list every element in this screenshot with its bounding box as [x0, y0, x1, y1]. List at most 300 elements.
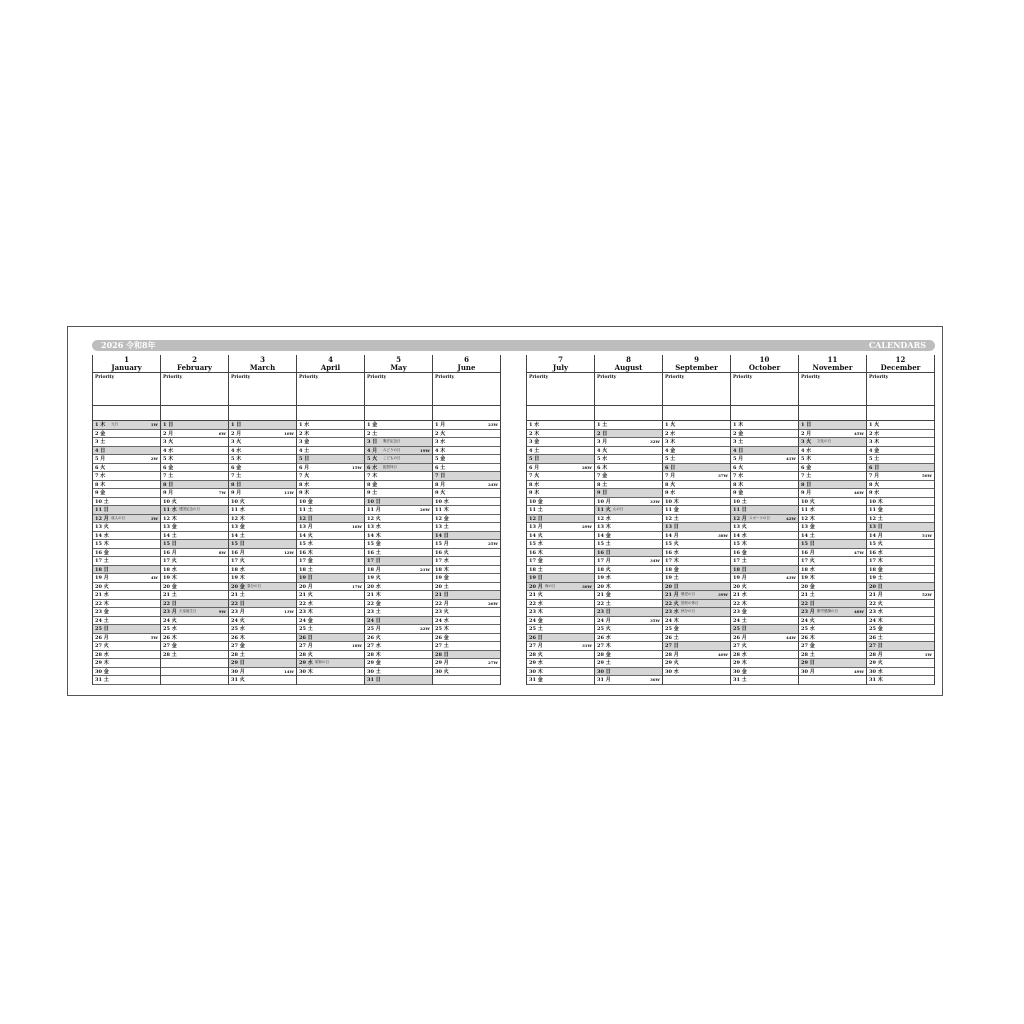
day-row[interactable] [93, 583, 160, 592]
day-row[interactable] [867, 574, 934, 583]
day-row[interactable] [867, 455, 934, 464]
day-row[interactable] [93, 489, 160, 498]
day-row[interactable] [93, 506, 160, 515]
day-row[interactable] [595, 506, 662, 515]
day-row[interactable] [867, 430, 934, 439]
day-row[interactable] [595, 421, 662, 430]
day-row[interactable] [595, 583, 662, 592]
day-row[interactable] [527, 489, 594, 498]
day-row[interactable] [731, 566, 798, 575]
day-row[interactable] [527, 481, 594, 490]
day-row[interactable] [365, 540, 432, 549]
priority-area[interactable]: Priority [433, 373, 500, 406]
day-row[interactable] [365, 625, 432, 634]
day-row[interactable] [297, 549, 364, 558]
day-row[interactable] [297, 523, 364, 532]
day-row[interactable] [161, 532, 228, 541]
day-row[interactable] [297, 455, 364, 464]
notes-gap[interactable] [867, 406, 934, 421]
day-row[interactable] [731, 506, 798, 515]
day-row[interactable] [799, 430, 866, 439]
day-row[interactable] [799, 421, 866, 430]
day-row[interactable] [595, 438, 662, 447]
day-row[interactable] [799, 481, 866, 490]
day-row[interactable] [229, 447, 296, 456]
day-row[interactable] [93, 421, 160, 430]
day-row[interactable] [297, 634, 364, 643]
day-row[interactable] [527, 600, 594, 609]
day-row[interactable] [297, 506, 364, 515]
day-row[interactable] [229, 489, 296, 498]
day-row[interactable] [799, 625, 866, 634]
day-row[interactable] [731, 617, 798, 626]
day-row[interactable] [365, 523, 432, 532]
day-row[interactable] [433, 574, 500, 583]
day-row[interactable] [229, 498, 296, 507]
day-row[interactable] [799, 574, 866, 583]
day-row[interactable] [867, 540, 934, 549]
day-row[interactable] [365, 659, 432, 668]
day-row[interactable] [365, 608, 432, 617]
day-row[interactable] [595, 557, 662, 566]
day-row[interactable] [867, 532, 934, 541]
day-row[interactable] [365, 455, 432, 464]
day-row[interactable] [663, 659, 730, 668]
day-row[interactable] [799, 608, 866, 617]
day-row[interactable] [365, 557, 432, 566]
day-row[interactable] [731, 430, 798, 439]
day-row[interactable] [297, 438, 364, 447]
day-row[interactable] [663, 455, 730, 464]
day-row[interactable] [867, 464, 934, 473]
day-row[interactable] [527, 523, 594, 532]
day-row[interactable] [595, 668, 662, 677]
day-row[interactable] [663, 651, 730, 660]
notes-gap[interactable] [527, 406, 594, 421]
day-row[interactable] [595, 549, 662, 558]
day-row[interactable] [297, 600, 364, 609]
day-row[interactable] [731, 481, 798, 490]
day-row[interactable] [433, 447, 500, 456]
day-row[interactable] [527, 515, 594, 524]
day-row[interactable] [595, 489, 662, 498]
day-row[interactable] [161, 574, 228, 583]
day-row[interactable] [433, 583, 500, 592]
day-row[interactable] [663, 421, 730, 430]
priority-area[interactable]: Priority [93, 373, 160, 406]
day-row[interactable] [731, 574, 798, 583]
day-row[interactable] [663, 481, 730, 490]
day-row[interactable] [229, 540, 296, 549]
day-row[interactable] [867, 608, 934, 617]
day-row[interactable] [663, 438, 730, 447]
day-row[interactable] [663, 668, 730, 677]
day-row[interactable] [229, 481, 296, 490]
day-row[interactable] [731, 676, 798, 685]
day-row[interactable] [527, 421, 594, 430]
day-row[interactable] [433, 532, 500, 541]
day-row[interactable] [433, 625, 500, 634]
day-row[interactable] [867, 566, 934, 575]
day-row[interactable] [365, 634, 432, 643]
day-row[interactable] [663, 634, 730, 643]
notes-gap[interactable] [731, 406, 798, 421]
day-row[interactable] [663, 557, 730, 566]
day-row[interactable] [297, 532, 364, 541]
day-row[interactable] [297, 591, 364, 600]
day-row[interactable] [663, 583, 730, 592]
day-row[interactable] [229, 515, 296, 524]
day-row[interactable] [731, 438, 798, 447]
day-row[interactable] [365, 532, 432, 541]
day-row[interactable] [867, 617, 934, 626]
day-row[interactable] [867, 447, 934, 456]
day-row[interactable] [527, 625, 594, 634]
day-row[interactable] [433, 608, 500, 617]
day-row[interactable] [527, 668, 594, 677]
day-row[interactable] [799, 464, 866, 473]
day-row[interactable] [161, 430, 228, 439]
notes-gap[interactable] [799, 406, 866, 421]
day-row[interactable] [433, 668, 500, 677]
day-row[interactable] [663, 574, 730, 583]
day-row[interactable] [867, 472, 934, 481]
day-row[interactable] [161, 481, 228, 490]
day-row[interactable] [595, 430, 662, 439]
notes-gap[interactable] [365, 406, 432, 421]
day-row[interactable] [365, 668, 432, 677]
day-row[interactable] [527, 549, 594, 558]
day-row[interactable] [161, 472, 228, 481]
day-row[interactable] [867, 498, 934, 507]
day-row[interactable] [93, 430, 160, 439]
day-row[interactable] [799, 617, 866, 626]
day-row[interactable] [663, 600, 730, 609]
day-row[interactable] [93, 481, 160, 490]
day-row[interactable] [365, 574, 432, 583]
day-row[interactable] [867, 651, 934, 660]
day-row[interactable] [161, 583, 228, 592]
day-row[interactable] [297, 557, 364, 566]
day-row[interactable] [595, 515, 662, 524]
day-row[interactable] [93, 498, 160, 507]
day-row[interactable] [229, 617, 296, 626]
day-row[interactable] [527, 506, 594, 515]
day-row[interactable] [595, 608, 662, 617]
day-row[interactable] [595, 481, 662, 490]
day-row[interactable] [229, 549, 296, 558]
day-row[interactable] [229, 430, 296, 439]
day-row[interactable] [229, 523, 296, 532]
day-row[interactable] [731, 549, 798, 558]
day-row[interactable] [663, 625, 730, 634]
day-row[interactable] [527, 464, 594, 473]
day-row[interactable] [731, 634, 798, 643]
day-row[interactable] [663, 430, 730, 439]
day-row[interactable] [731, 583, 798, 592]
day-row[interactable] [731, 659, 798, 668]
day-row[interactable] [527, 540, 594, 549]
day-row[interactable] [867, 489, 934, 498]
day-row[interactable] [93, 566, 160, 575]
priority-area[interactable]: Priority [365, 373, 432, 406]
day-row[interactable] [93, 591, 160, 600]
day-row[interactable] [433, 430, 500, 439]
day-row[interactable] [297, 608, 364, 617]
day-row[interactable] [297, 659, 364, 668]
day-row[interactable] [93, 642, 160, 651]
day-row[interactable] [229, 651, 296, 660]
day-row[interactable] [527, 651, 594, 660]
day-row[interactable] [867, 481, 934, 490]
day-row[interactable] [297, 583, 364, 592]
day-row[interactable] [527, 617, 594, 626]
day-row[interactable] [527, 472, 594, 481]
day-row[interactable] [161, 515, 228, 524]
priority-area[interactable]: Priority [867, 373, 934, 406]
notes-gap[interactable] [595, 406, 662, 421]
day-row[interactable] [365, 600, 432, 609]
day-row[interactable] [93, 608, 160, 617]
day-row[interactable] [161, 608, 228, 617]
day-row[interactable] [595, 676, 662, 685]
notes-gap[interactable] [161, 406, 228, 421]
day-row[interactable] [93, 438, 160, 447]
day-row[interactable] [663, 532, 730, 541]
day-row[interactable] [161, 600, 228, 609]
day-row[interactable] [731, 651, 798, 660]
day-row[interactable] [663, 447, 730, 456]
day-row[interactable] [365, 430, 432, 439]
day-row[interactable] [799, 549, 866, 558]
day-row[interactable] [365, 421, 432, 430]
day-row[interactable] [229, 438, 296, 447]
day-row[interactable] [731, 523, 798, 532]
day-row[interactable] [365, 489, 432, 498]
day-row[interactable] [731, 464, 798, 473]
day-row[interactable] [799, 642, 866, 651]
day-row[interactable] [595, 566, 662, 575]
day-row[interactable] [731, 489, 798, 498]
day-row[interactable] [867, 642, 934, 651]
priority-area[interactable]: Priority [297, 373, 364, 406]
day-row[interactable] [161, 617, 228, 626]
day-row[interactable] [731, 600, 798, 609]
day-row[interactable] [663, 472, 730, 481]
notes-gap[interactable] [663, 406, 730, 421]
day-row[interactable] [595, 591, 662, 600]
day-row[interactable] [731, 532, 798, 541]
day-row[interactable] [663, 489, 730, 498]
day-row[interactable] [663, 523, 730, 532]
day-row[interactable] [663, 464, 730, 473]
day-row[interactable] [433, 472, 500, 481]
day-row[interactable] [297, 472, 364, 481]
day-row[interactable] [297, 430, 364, 439]
day-row[interactable] [297, 617, 364, 626]
day-row[interactable] [731, 668, 798, 677]
day-row[interactable] [527, 498, 594, 507]
day-row[interactable] [229, 557, 296, 566]
day-row[interactable] [663, 617, 730, 626]
day-row[interactable] [731, 472, 798, 481]
day-row[interactable] [595, 651, 662, 660]
day-row[interactable] [595, 472, 662, 481]
day-row[interactable] [731, 625, 798, 634]
day-row[interactable] [433, 600, 500, 609]
day-row[interactable] [93, 617, 160, 626]
day-row[interactable] [161, 489, 228, 498]
day-row[interactable] [867, 668, 934, 677]
day-row[interactable] [867, 557, 934, 566]
day-row[interactable] [229, 591, 296, 600]
priority-area[interactable]: Priority [161, 373, 228, 406]
day-row[interactable] [161, 651, 228, 660]
day-row[interactable] [799, 438, 866, 447]
day-row[interactable] [799, 472, 866, 481]
day-row[interactable] [93, 540, 160, 549]
day-row[interactable] [595, 659, 662, 668]
day-row[interactable] [365, 583, 432, 592]
day-row[interactable] [161, 447, 228, 456]
day-row[interactable] [433, 498, 500, 507]
day-row[interactable] [161, 591, 228, 600]
day-row[interactable] [229, 642, 296, 651]
day-row[interactable] [93, 549, 160, 558]
day-row[interactable] [297, 515, 364, 524]
day-row[interactable] [93, 557, 160, 566]
priority-area[interactable]: Priority [595, 373, 662, 406]
day-row[interactable] [93, 659, 160, 668]
day-row[interactable] [595, 532, 662, 541]
day-row[interactable] [93, 515, 160, 524]
day-row[interactable] [297, 566, 364, 575]
day-row[interactable] [799, 583, 866, 592]
day-row[interactable] [595, 642, 662, 651]
day-row[interactable] [799, 447, 866, 456]
day-row[interactable] [663, 515, 730, 524]
day-row[interactable] [297, 574, 364, 583]
day-row[interactable] [161, 642, 228, 651]
day-row[interactable] [433, 506, 500, 515]
day-row[interactable] [93, 574, 160, 583]
day-row[interactable] [433, 421, 500, 430]
day-row[interactable] [731, 447, 798, 456]
day-row[interactable] [93, 634, 160, 643]
day-row[interactable] [595, 625, 662, 634]
day-row[interactable] [161, 438, 228, 447]
day-row[interactable] [365, 438, 432, 447]
day-row[interactable] [229, 668, 296, 677]
notes-gap[interactable] [93, 406, 160, 421]
day-row[interactable] [161, 523, 228, 532]
day-row[interactable] [297, 464, 364, 473]
day-row[interactable] [527, 642, 594, 651]
day-row[interactable] [595, 455, 662, 464]
day-row[interactable] [93, 668, 160, 677]
day-row[interactable] [433, 659, 500, 668]
priority-area[interactable]: Priority [799, 373, 866, 406]
day-row[interactable] [433, 489, 500, 498]
day-row[interactable] [867, 625, 934, 634]
day-row[interactable] [799, 540, 866, 549]
day-row[interactable] [229, 634, 296, 643]
day-row[interactable] [365, 549, 432, 558]
day-row[interactable] [365, 676, 432, 685]
day-row[interactable] [731, 557, 798, 566]
day-row[interactable] [365, 591, 432, 600]
notes-gap[interactable] [433, 406, 500, 421]
day-row[interactable] [229, 659, 296, 668]
day-row[interactable] [799, 515, 866, 524]
day-row[interactable] [595, 447, 662, 456]
day-row[interactable] [595, 464, 662, 473]
day-row[interactable] [433, 617, 500, 626]
day-row[interactable] [867, 634, 934, 643]
day-row[interactable] [799, 668, 866, 677]
day-row[interactable] [867, 659, 934, 668]
day-row[interactable] [663, 506, 730, 515]
day-row[interactable] [731, 591, 798, 600]
day-row[interactable] [229, 421, 296, 430]
day-row[interactable] [799, 634, 866, 643]
day-row[interactable] [867, 506, 934, 515]
day-row[interactable] [161, 455, 228, 464]
day-row[interactable] [433, 481, 500, 490]
day-row[interactable] [433, 523, 500, 532]
day-row[interactable] [93, 625, 160, 634]
priority-area[interactable]: Priority [731, 373, 798, 406]
day-row[interactable] [365, 617, 432, 626]
day-row[interactable] [229, 625, 296, 634]
day-row[interactable] [433, 540, 500, 549]
day-row[interactable] [595, 600, 662, 609]
day-row[interactable] [527, 455, 594, 464]
day-row[interactable] [365, 481, 432, 490]
day-row[interactable] [433, 438, 500, 447]
day-row[interactable] [867, 421, 934, 430]
day-row[interactable] [663, 540, 730, 549]
day-row[interactable] [297, 421, 364, 430]
day-row[interactable] [867, 583, 934, 592]
day-row[interactable] [595, 634, 662, 643]
day-row[interactable] [365, 464, 432, 473]
day-row[interactable] [527, 591, 594, 600]
day-row[interactable] [663, 591, 730, 600]
day-row[interactable] [663, 642, 730, 651]
day-row[interactable] [297, 642, 364, 651]
day-row[interactable] [731, 498, 798, 507]
day-row[interactable] [731, 540, 798, 549]
day-row[interactable] [297, 481, 364, 490]
day-row[interactable] [229, 583, 296, 592]
day-row[interactable] [297, 489, 364, 498]
priority-area[interactable]: Priority [663, 373, 730, 406]
day-row[interactable] [229, 566, 296, 575]
day-row[interactable] [93, 523, 160, 532]
day-row[interactable] [595, 498, 662, 507]
day-row[interactable] [433, 515, 500, 524]
day-row[interactable] [731, 642, 798, 651]
day-row[interactable] [297, 447, 364, 456]
day-row[interactable] [867, 591, 934, 600]
day-row[interactable] [663, 498, 730, 507]
day-row[interactable] [229, 532, 296, 541]
day-row[interactable] [799, 532, 866, 541]
day-row[interactable] [161, 421, 228, 430]
day-row[interactable] [297, 498, 364, 507]
day-row[interactable] [229, 455, 296, 464]
